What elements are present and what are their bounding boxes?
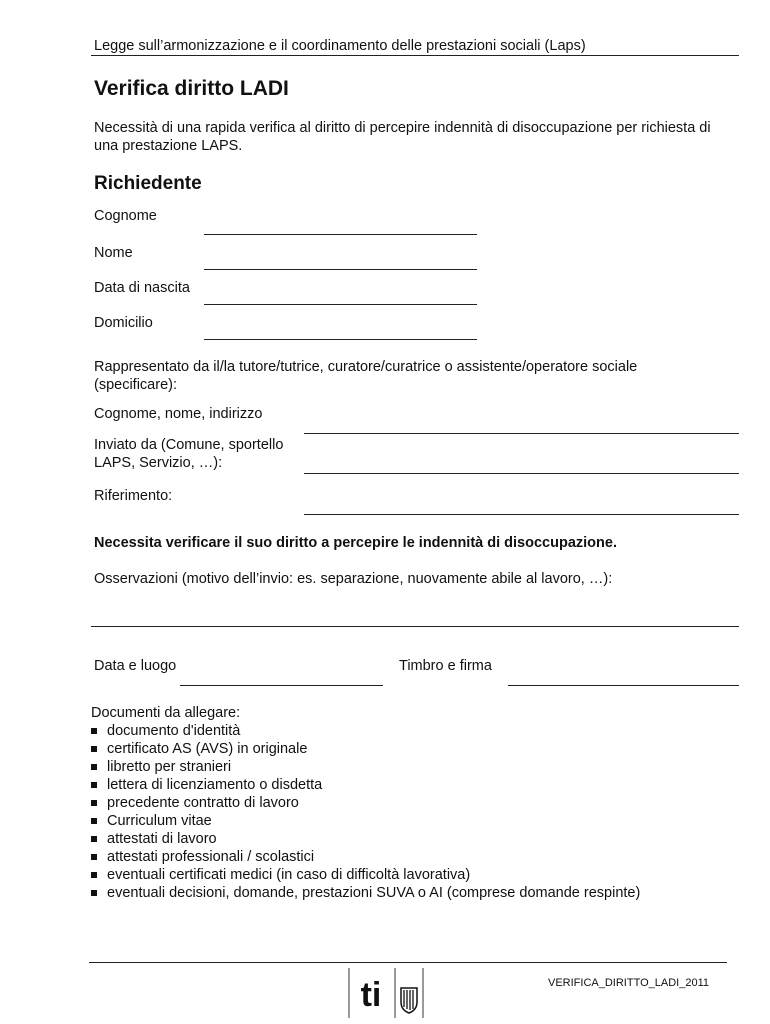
birthdate-field[interactable] bbox=[204, 304, 477, 305]
sent-by-label-line-2: LAPS, Servizio, …): bbox=[94, 455, 223, 471]
page-title: Verifica diritto LADI bbox=[94, 77, 289, 100]
representative-address-label: Cognome, nome, indirizzo bbox=[94, 406, 263, 422]
date-place-label: Data e luogo bbox=[94, 658, 177, 674]
observations-label: Osservazioni (motivo dell’invio: es. separazione, nuovamente abile al lavoro, …): bbox=[94, 571, 613, 587]
intro-line-1: Necessità di una rapida verifica al diritto di percepire indennità di disoccupazione per richiesta di bbox=[94, 120, 711, 136]
reference-field[interactable] bbox=[304, 514, 739, 515]
applicant-heading: Richiedente bbox=[94, 173, 202, 194]
documents-heading: Documenti da allegare: bbox=[91, 705, 241, 721]
header-rule bbox=[91, 55, 739, 56]
list-item: attestati professionali / scolastici bbox=[89, 848, 640, 866]
ticino-logo bbox=[348, 968, 424, 1018]
form-code: VERIFICA_DIRITTO_LADI_2011 bbox=[548, 977, 709, 989]
list-item: libretto per stranieri bbox=[89, 758, 640, 776]
footer-rule bbox=[89, 962, 727, 963]
sent-by-field[interactable] bbox=[304, 473, 739, 474]
list-item: certificato AS (AVS) in originale bbox=[89, 740, 640, 758]
birthdate-label: Data di nascita bbox=[94, 280, 190, 296]
documents-list bbox=[89, 722, 640, 902]
list-item: Curriculum vitae bbox=[89, 812, 640, 830]
stamp-signature-field[interactable] bbox=[508, 685, 739, 686]
representative-address-field[interactable] bbox=[304, 433, 739, 434]
logo-text: ti bbox=[360, 976, 382, 1014]
list-item: attestati di lavoro bbox=[89, 830, 640, 848]
list-item: documento d'identità bbox=[89, 722, 640, 740]
representative-line-2: (specificare): bbox=[94, 377, 177, 393]
list-item: lettera di licenziamento o disdetta bbox=[89, 776, 640, 794]
reference-label: Riferimento: bbox=[94, 488, 173, 504]
list-item: precedente contratto di lavoro bbox=[89, 794, 640, 812]
name-field[interactable] bbox=[204, 269, 477, 270]
list-item: eventuali decisioni, domande, prestazioni SUVA o AI (comprese domande respinte) bbox=[89, 884, 640, 902]
observations-field[interactable] bbox=[91, 626, 739, 627]
ticino-logo-icon bbox=[348, 968, 424, 1018]
stamp-signature-label: Timbro e firma bbox=[399, 658, 492, 674]
date-place-field[interactable] bbox=[180, 685, 383, 686]
surname-label: Cognome bbox=[94, 208, 157, 224]
domicile-field[interactable] bbox=[204, 339, 477, 340]
sent-by-label-line-1: Inviato da (Comune, sportello bbox=[94, 437, 284, 453]
surname-field[interactable] bbox=[204, 234, 477, 235]
representative-line-1: Rappresentato da il/la tutore/tutrice, curatore/curatrice o assistente/operatore sociale bbox=[94, 359, 638, 375]
law-title: Legge sull’armonizzazione e il coordinamento delle prestazioni sociali (Laps) bbox=[94, 38, 586, 54]
domicile-label: Domicilio bbox=[94, 315, 153, 331]
verification-notice: Necessita verificare il suo diritto a percepire le indennità di disoccupazione. bbox=[94, 535, 617, 551]
list-item: eventuali certificati medici (in caso di difficoltà lavorativa) bbox=[89, 866, 640, 884]
intro-line-2: una prestazione LAPS. bbox=[94, 138, 243, 154]
name-label: Nome bbox=[94, 245, 133, 261]
